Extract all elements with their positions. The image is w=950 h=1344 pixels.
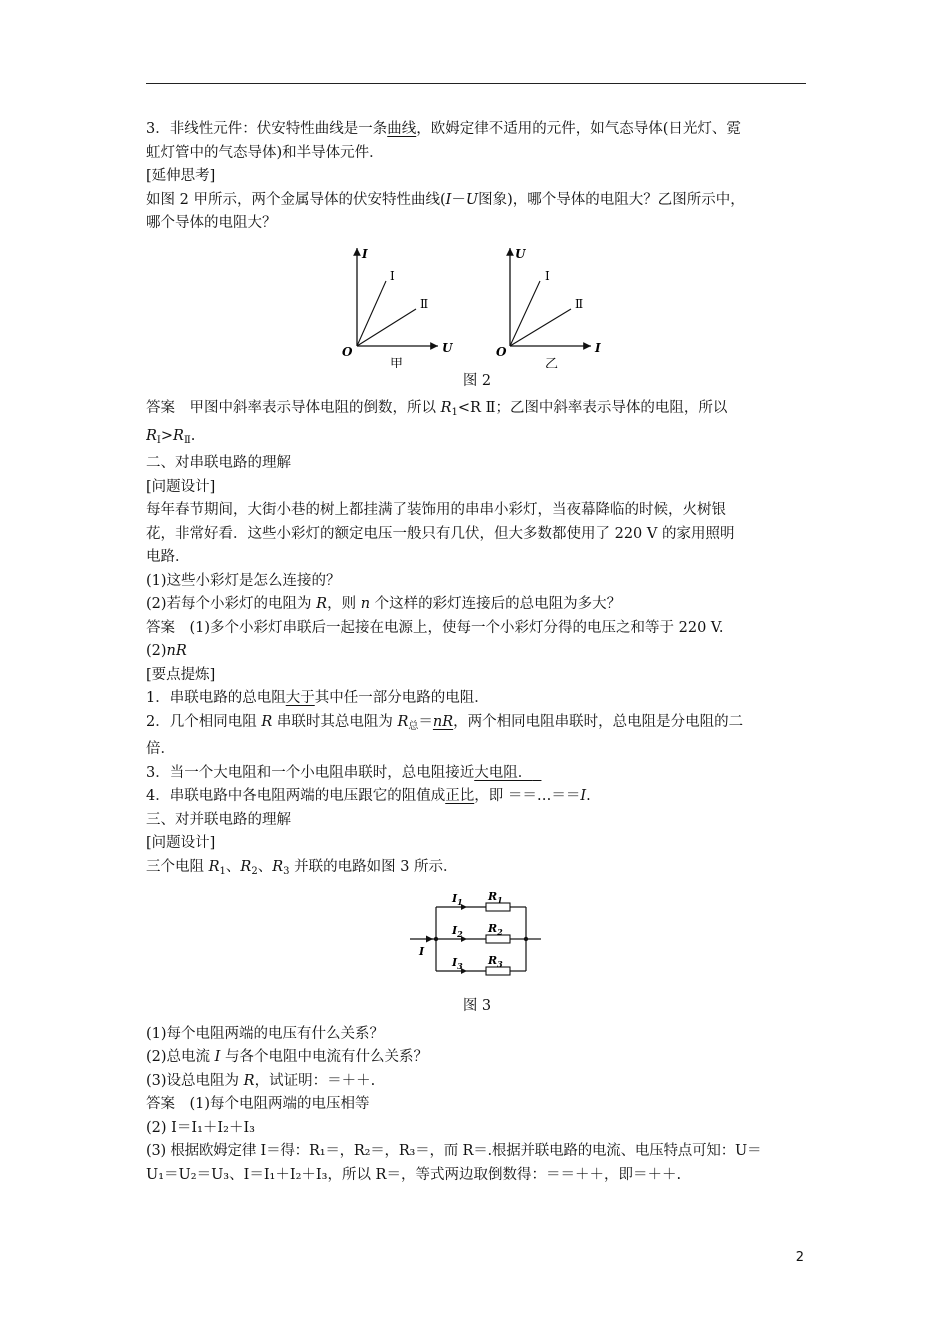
question-3-3 (146, 1070, 808, 1094)
subscript: 总 (408, 720, 419, 732)
line-I (510, 281, 540, 346)
var: R (240, 858, 252, 875)
subscript: Ⅱ (183, 434, 191, 446)
answer-3-3: (3) 根据欧姆定律 I＝得：R₁＝，R₂＝，R₃＝，而 R＝.根据并联电路的电流、电压特点可知：U＝ (146, 1143, 762, 1159)
var: I (214, 1049, 221, 1065)
var: U (465, 191, 479, 208)
subscript: 3 (283, 865, 290, 877)
answer-2-1: 答案 (1)多个小彩灯串联后一起接在电源上，使每一个小彩灯分得的电压之和等于 220 V. (146, 619, 724, 636)
underlined-term: 正比 (445, 788, 475, 804)
answer-3-2: (2) I＝I₁＋I₂＋I₃ (146, 1119, 255, 1136)
junction-right (524, 937, 528, 941)
label-I2: $I_2$ (452, 924, 463, 939)
var: R (173, 427, 184, 444)
curve-label-II: Ⅱ (420, 296, 429, 311)
text: (2)若每个小彩灯的电阻为 (146, 596, 317, 612)
graph-jia (342, 247, 454, 368)
underlined-term: 曲线 (387, 121, 417, 137)
text: ，则 (327, 596, 361, 612)
text: 三个电阻 (146, 858, 209, 875)
origin-label: O (496, 344, 507, 359)
curve-label-II: Ⅱ (575, 296, 584, 311)
section-2-title: 二、对串联电路的理解 (146, 455, 291, 471)
problem-design-heading: [问题设计] (146, 835, 216, 851)
text: 2．几个相同电阻 (146, 713, 262, 730)
answer-3-3-cont: U₁＝U₂＝U₃、I＝I₁＋I₂＋I₃，所以 R＝，等式两边取倒数得：＝＝＋＋，即＝＋＋. (146, 1166, 682, 1183)
label-I1: $I_1$ (452, 892, 463, 907)
origin-label: O (342, 344, 353, 359)
key-point-4 (146, 785, 808, 809)
var: R (261, 713, 273, 730)
extension-heading: [延伸思考] (146, 168, 216, 184)
answer-1-cont (146, 425, 808, 453)
var: R (440, 400, 452, 416)
subscript: 2 (251, 865, 258, 877)
paragraph (146, 856, 808, 884)
underlined-term: 大于 (285, 690, 315, 706)
figure-2 (146, 244, 808, 368)
label-R2: $R_2$ (488, 922, 503, 937)
answer-1 (146, 397, 808, 425)
text: 、 (257, 858, 273, 875)
text: 答案 甲图中斜率表示导体电阻的倒数，所以 (146, 400, 441, 416)
text: 1．串联电路的总电阻 (146, 690, 286, 706)
line-II (510, 309, 571, 346)
page-content (146, 118, 808, 1187)
underlined-term: nR (432, 713, 454, 730)
figure-2-graphs (146, 244, 808, 368)
question-line (146, 189, 808, 213)
figure-2-caption: 图 2 (462, 372, 492, 389)
text: ，欧姆定律不适用的元件，如气态导体(日光灯、霓 (416, 121, 741, 137)
paragraph: 电路． (146, 549, 190, 565)
underlined-term: 大电阻． (474, 764, 533, 781)
subscript: 1 (219, 865, 226, 877)
var: I (580, 788, 587, 804)
text: 串联时其总电阻为 (272, 713, 398, 730)
text: 个这样的彩灯连接后的总电阻为多大？ (370, 596, 622, 612)
var: nR (166, 643, 187, 659)
question-3-2 (146, 1046, 808, 1070)
key-points-heading: [要点提炼] (146, 666, 216, 683)
text: ＝ (418, 713, 433, 730)
subscript: Ⅰ (156, 434, 161, 446)
text: 4．串联电路中各电阻两端的电压跟它的阻值成 (146, 788, 446, 804)
paragraph-nonlinear (146, 118, 808, 142)
section-3-title: 三、对并联电路的理解 (146, 811, 291, 828)
paragraph: 每年春节期间，大街小巷的树上都挂满了装饰用的串串小彩灯，当夜幕降临的时候，火树银 (146, 502, 726, 518)
figure-3-caption: 图 3 (462, 998, 492, 1014)
label-R1: $R_1$ (488, 890, 503, 905)
answer-3-1: 答案 (1)每个电阻两端的电压相等 (146, 1096, 370, 1112)
header-rule (146, 83, 806, 84)
y-axis-label: U (515, 246, 526, 261)
page-number: 2 (795, 1250, 804, 1265)
label-I3: $I_3$ (452, 956, 463, 971)
text: 与各个电阻中电流有什么关系？ (220, 1049, 428, 1065)
var: R (146, 427, 157, 444)
text: 如图 2 甲所示，两个金属导体的伏安特性曲线( (146, 191, 446, 208)
var: R (316, 596, 328, 612)
key-point-2-cont: 倍． (146, 741, 175, 757)
key-point-3 (146, 762, 808, 786)
y-axis-label: I (362, 246, 368, 261)
var: R (272, 858, 284, 875)
text: . (586, 788, 591, 804)
text: (2)总电流 (146, 1049, 215, 1065)
paragraph-nonlinear-cont: 虹灯管中的气态导体)和半导体元件． (146, 144, 384, 161)
text: (2) (146, 643, 167, 659)
text: － (451, 191, 466, 208)
problem-design-heading: [问题设计] (146, 478, 216, 495)
graph-name: 乙 (545, 356, 559, 368)
text: (3)设总电阻为 (146, 1072, 244, 1089)
junction-left (434, 937, 438, 941)
paragraph: 花，非常好看．这些小彩灯的额定电压一般只有几伏，但大多数都使用了 220 V 的家用照明 (146, 525, 735, 542)
var: R (208, 858, 220, 875)
label-R3: $R_3$ (488, 954, 503, 969)
text: > (160, 427, 174, 444)
text: ，两个相同电阻串联时，总电阻是分电阻的二 (453, 713, 744, 730)
text: ，即 ＝＝…＝＝ (474, 788, 581, 804)
text: 3．非线性元件：伏安特性曲线是一条 (146, 121, 388, 137)
text: 其中任一部分电路的电阻． (314, 690, 489, 706)
subscript: 1 (451, 407, 458, 418)
text: 并联的电路如图 3 所示． (289, 858, 458, 875)
answer-2-2 (146, 640, 808, 664)
figure-3 (146, 889, 808, 993)
var: I (445, 191, 452, 208)
question-1: (1)这些小彩灯是怎么连接的？ (146, 572, 341, 589)
question-2 (146, 593, 808, 617)
var: n (360, 596, 371, 612)
question-3-1: (1)每个电阻两端的电压有什么关系？ (146, 1025, 385, 1042)
line-I (357, 281, 386, 346)
graph-name: 甲 (390, 356, 404, 368)
question-line-2: 哪个导体的电阻大？ (146, 215, 277, 231)
var: R (243, 1072, 255, 1089)
text: 图象)，哪个导体的电阻大？乙图所示中， (478, 191, 745, 208)
curve-label-I: Ⅰ (390, 268, 395, 283)
parallel-circuit (146, 889, 808, 993)
x-axis-label: U (442, 340, 453, 355)
text: 、 (225, 858, 241, 875)
label-I: I (419, 945, 425, 958)
text: . (190, 427, 196, 444)
var: R (397, 713, 409, 730)
text: 3．当一个大电阻和一个小电阻串联时，总电阻接近 (146, 764, 475, 781)
x-axis-label: I (595, 340, 601, 355)
curve-label-I: Ⅰ (545, 268, 550, 283)
text: ，试证明：＝＋＋. (254, 1072, 376, 1089)
key-point-2 (146, 711, 808, 739)
key-point-1 (146, 687, 808, 711)
text: <R Ⅱ；乙图中斜率表示导体的电阻，所以 (457, 400, 728, 416)
graph-yi (496, 247, 601, 368)
